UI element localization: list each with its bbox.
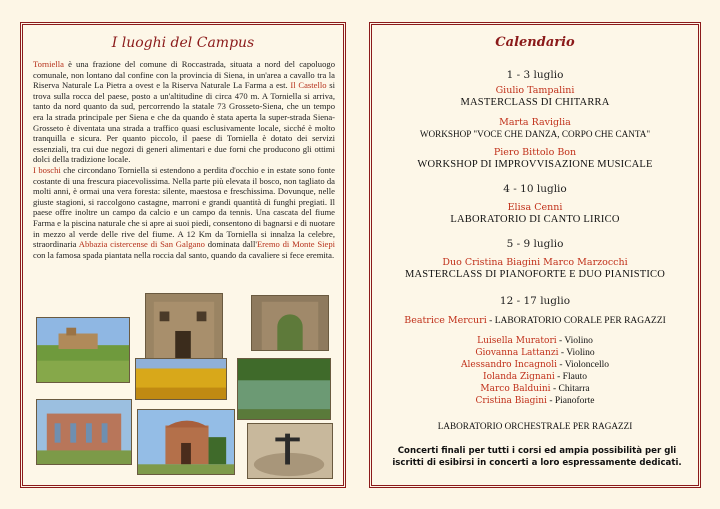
- teacher-name: Luisella Muratori: [477, 336, 557, 346]
- text-run: Il Castello: [290, 80, 327, 91]
- photo-round-chapel: [137, 409, 235, 475]
- campus-description: [33, 59, 335, 260]
- date-5-9-july: 5 - 9 luglio: [506, 238, 564, 250]
- final-concerts-note: Concerti finali per tutti i corsi ed ampia possibilità per gli iscritti di esibirsi in concerti a loro espressamente dedicati.: [392, 446, 682, 468]
- instrument: - Violino: [558, 348, 595, 358]
- teacher-line: [372, 384, 698, 394]
- course-title: LABORATORIO DI CANTO LIRICO: [450, 214, 620, 225]
- text-run: Eremo di Monte Siepi: [256, 239, 336, 250]
- course-title: WORKSHOP "VOCE CHE DANZA, CORPO CHE CANTA": [419, 129, 651, 139]
- instrument: - Chitarra: [550, 384, 590, 394]
- text-run: Abbazia cistercense di San Galgano: [78, 239, 205, 250]
- photo-sunflowers: [135, 358, 227, 400]
- text-run: è una frazione del comune di Roccastrada, situata a nord del capoluogo comunale, non lontano dal confine con la provincia di Siena, in un'area a cavallo tra la Riserva Naturale La Pietra a ovest e la Riserva Naturale La Farma a est.: [33, 59, 335, 91]
- teacher-line: [372, 372, 698, 382]
- teacher-line: [372, 336, 698, 346]
- instrument: - Violoncello: [556, 360, 609, 370]
- teacher-line: [372, 360, 698, 370]
- instrument: - Pianoforte: [546, 396, 595, 406]
- calendar-panel: [369, 22, 701, 488]
- teacher-name: Duo Cristina Biagini Marco Marzocchi: [442, 257, 628, 268]
- teacher-name: Giulio Tampalini: [495, 85, 575, 96]
- course-title: MASTERCLASS DI CHITARRA: [460, 97, 610, 108]
- instrument: - Violino: [556, 336, 593, 346]
- teacher-name: Piero Bittolo Bon: [493, 147, 577, 158]
- photo-sword-in-stone: [247, 423, 333, 479]
- text-run: si trova sulla rocca del paese, posto a un'altitudine di circa 470 m. A Torniella si arriva, tanto da nord quanto da sud, percorrendo la statale 73 Grosseto-Siena, che un tempo era la strada principale per Siena e che da quando è stata aperta la super-strada Siena-Grosseto è diventata una strada a traffico quasi esclusivamente locale, sicché è molto tranquilla e sicura. Per quanto piccolo, il paese di Torniella è dotato dei servizi essenziali, tra cui due negozi di generi alimentari e due forni che producono gli ottimi dolci della tradizione locale.: [33, 80, 335, 165]
- text-run: con la famosa spada piantata nella roccia dal santo, quando da cavaliere si fece eremita.: [33, 249, 335, 260]
- photo-abbey-ruins: [36, 399, 132, 465]
- teacher-name: Giovanna Lattanzi: [475, 348, 559, 358]
- calendar-title: Calendario: [495, 35, 575, 50]
- campus-panel: [20, 22, 346, 488]
- campus-title: I luoghi del Campus: [111, 35, 255, 51]
- text-run: che circondano Torniella si estendono a perdita d'occhio e in estate sono fonte costante di una frescura piacevolissima. Nella parte più elevata il bosco, non tagliato da molti anni, è ormai una vera foresta: silente, maestosa e freschissima. Dovunque, nelle giuste stagioni, si raccolgono castagne, marroni e grandi quantità di funghi pregiati. Il paese offre inoltre un campo da calcio e un campo da tennis. Una cascata del fiume Farma e la piscina naturale che si apre ai suoi piedi, consentono di bagnarsi e di nuotare in mezzo al verde delle rive del fiume. A 12 Km da Torniella si innalza la celebre, straordinaria: [33, 164, 335, 250]
- teacher-line: [372, 348, 698, 358]
- teacher-line: [372, 396, 698, 406]
- course-title: WORKSHOP DI IMPROVVISAZIONE MUSICALE: [417, 159, 653, 170]
- text-run: dominata dall': [204, 239, 257, 250]
- date-4-10-july: 4 - 10 luglio: [503, 183, 567, 195]
- photo-stone-arch: [251, 295, 329, 351]
- orchestra-lab-title: LABORATORIO ORCHESTRALE PER RAGAZZI: [437, 421, 633, 431]
- choir-lab-line: [372, 315, 698, 326]
- date-12-17-july: 12 - 17 luglio: [499, 295, 571, 307]
- teacher-name: Marta Raviglia: [499, 117, 571, 128]
- instrument: - Flauto: [554, 372, 587, 382]
- photo-hillside-village: [36, 317, 130, 383]
- campus-paragraph-2: [33, 165, 335, 260]
- teacher-name: Alessandro Incagnoli: [461, 360, 557, 370]
- date-1-3-july: 1 - 3 luglio: [506, 69, 564, 81]
- course-title: MASTERCLASS DI PIANOFORTE E DUO PIANISTICO: [404, 269, 666, 280]
- teacher-name: Cristina Biagini: [475, 396, 547, 406]
- teacher-name: Iolanda Zignani: [483, 372, 555, 382]
- photo-river-pool: [237, 358, 331, 420]
- separator: -: [486, 316, 495, 326]
- text-run: Torniella: [33, 59, 64, 69]
- teacher-name: Elisa Cenni: [507, 202, 563, 213]
- text-run: I boschi: [33, 164, 61, 175]
- photo-stone-building: [145, 293, 223, 367]
- teacher-name: Marco Balduini: [480, 384, 551, 394]
- campus-paragraph-1: [33, 59, 335, 165]
- course-title: LABORATORIO CORALE PER RAGAZZI: [494, 316, 666, 326]
- teacher-name: Beatrice Mercuri: [404, 315, 487, 326]
